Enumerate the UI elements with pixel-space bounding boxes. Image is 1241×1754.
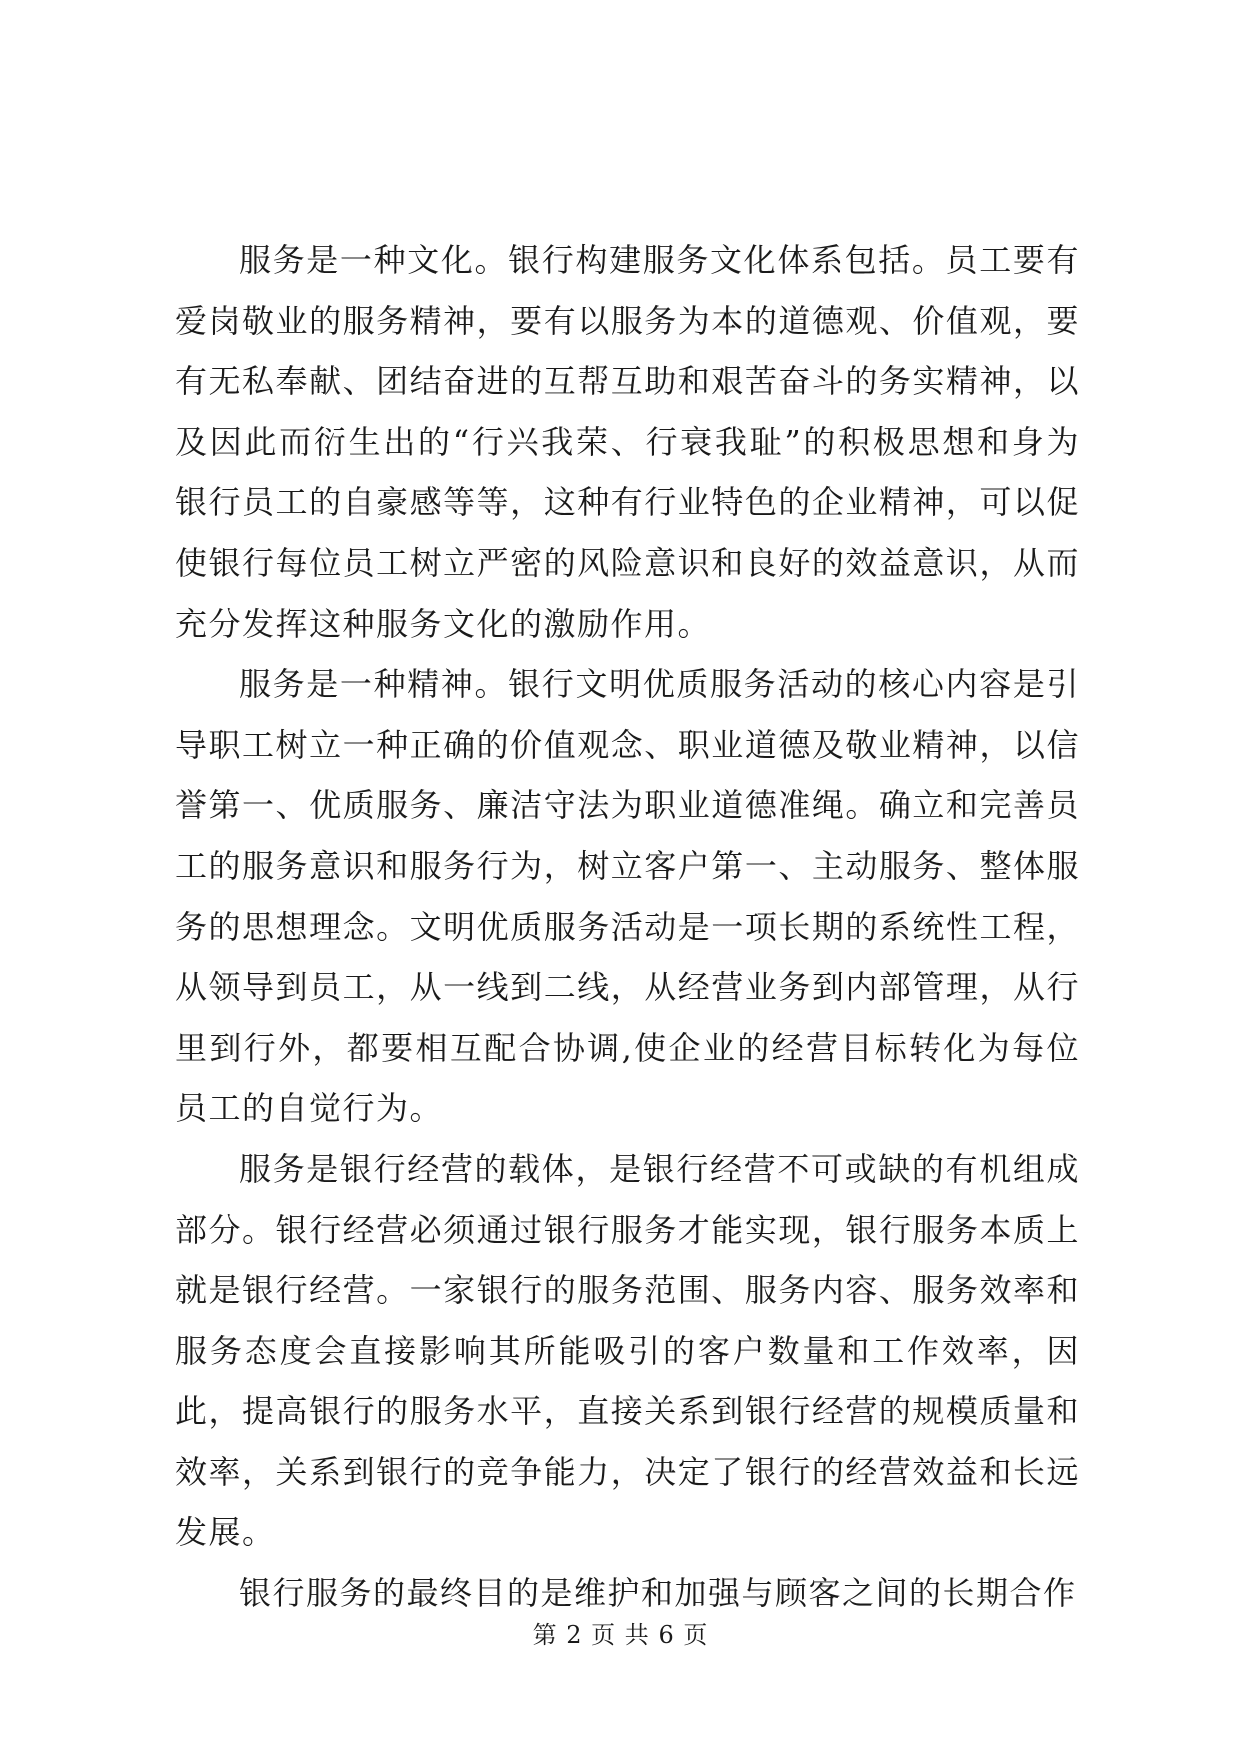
document-body	[175, 230, 1080, 1624]
paragraph-service-culture: 服务是一种文化。银行构建服务文化体系包括。员工要有爱岗敬业的服务精神，要有以服务为本的道德观、价值观，要有无私奉献、团结奋进的互帮互助和艰苦奋斗的务实精神，以及因此而衍生出的“行兴我荣、行衰我耻”的积极思想和身为银行员工的自豪感等等，这种有行业特色的企业精神，可以促使银行每位员工树立严密的风险意识和良好的效益意识，从而充分发挥这种服务文化的激励作用。	[175, 241, 1080, 643]
paragraph-service-spirit: 服务是一种精神。银行文明优质服务活动的核心内容是引导职工树立一种正确的价值观念、职业道德及敬业精神，以信誉第一、优质服务、廉洁守法为职业道德准绳。确立和完善员工的服务意识和服务行为，树立客户第一、主动服务、整体服务的思想理念。文明优质服务活动是一项长期的系统性工程，从领导到员工，从一线到二线，从经营业务到内部管理，从行里到行外，都要相互配合协调,使企业的经营目标转化为每位员工的自觉行为。	[175, 665, 1080, 1128]
page-number-footer: 第 2 页 共 6 页	[532, 1621, 709, 1649]
paragraph-service-purpose: 银行服务的最终目的是维护和加强与顾客之间的长期合作	[239, 1574, 1077, 1613]
paragraph-service-carrier: 服务是银行经营的载体，是银行经营不可或缺的有机组成部分。银行经营必须通过银行服务才能实现，银行服务本质上就是银行经营。一家银行的服务范围、服务内容、服务效率和服务态度会直接影响其所能吸引的客户数量和工作效率，因此，提高银行的服务水平，直接关系到银行经营的规模质量和效率，关系到银行的竞争能力，决定了银行的经营效益和长远发展。	[175, 1149, 1080, 1552]
